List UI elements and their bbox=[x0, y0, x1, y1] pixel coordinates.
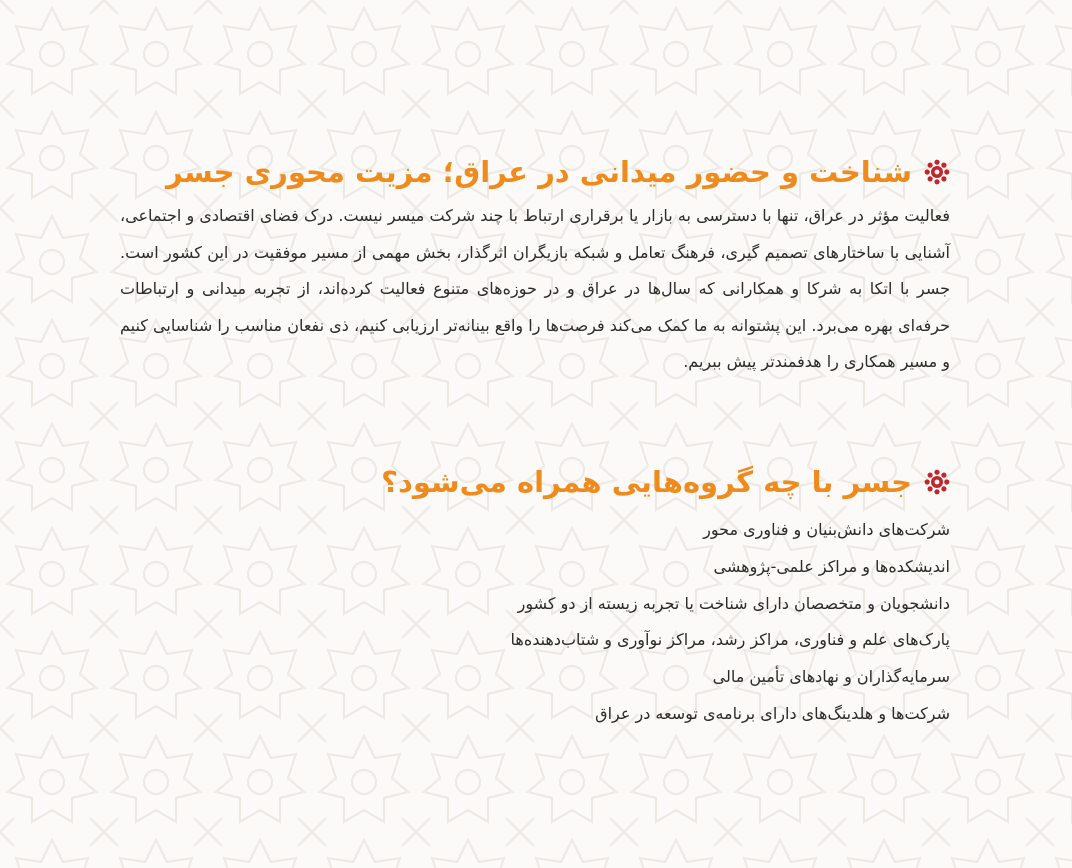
section-heading bbox=[120, 458, 950, 506]
section-title: شناخت و حضور میدانی در عراق؛ مزیت محوری جسر bbox=[166, 155, 912, 189]
rosette-icon bbox=[924, 469, 950, 495]
list-item: سرمایه‌گذاران و نهادهای تأمین مالی bbox=[712, 667, 950, 687]
rosette-icon bbox=[924, 159, 950, 185]
list-item: شرکت‌ها و هلدینگ‌های دارای برنامه‌ی توسعه در عراق bbox=[595, 703, 950, 723]
list-item: پارک‌های علم و فناوری، مراکز رشد، مراکز نوآوری و شتاب‌دهنده‌ها bbox=[510, 630, 950, 650]
partner-groups-list bbox=[120, 512, 950, 733]
partner-groups-section bbox=[120, 458, 950, 733]
section-heading bbox=[120, 148, 950, 196]
list-item: شرکت‌های دانش‌بنیان و فناوری محور bbox=[703, 520, 950, 539]
list-item: اندیشکده‌ها و مراکز علمی-پژوهشی bbox=[713, 556, 950, 576]
field-presence-section bbox=[120, 148, 950, 381]
section-paragraph: فعالیت مؤثر در عراق، تنها با دسترسی به بازار یا برقراری ارتباط با چند شرکت میسر نیست. درک فضای اقتصادی و اجتماعی، آشنایی با ساختارهای تصمیم گیری، فرهنگ تعامل و شبکه بازیگران اثرگذار، بخش مهمی از مسیر موفقیت در این کشور است. جسر با اتکا به شرکا و همکارانی که سال‌ها در عراق و در حوزه‌های متنوع فعالیت کرده‌اند، از تجربه میدانی و ارتباطات حرفه‌ای بهره می‌برد. این پشتوانه به ما کمک می‌کند فرصت‌ها را واقع بینانه‌تر ارزیابی کنیم، ذی نفعان مناسب را شناسایی کنیم و مسیر همکاری را هدفمندتر پیش ببریم. bbox=[120, 206, 950, 371]
section-title: جسر با چه گروه‌هایی همراه می‌شود؟ bbox=[381, 465, 912, 499]
list-item: دانشجویان و متخصصان دارای شناخت یا تجربه زیسته از دو کشور bbox=[517, 593, 950, 613]
